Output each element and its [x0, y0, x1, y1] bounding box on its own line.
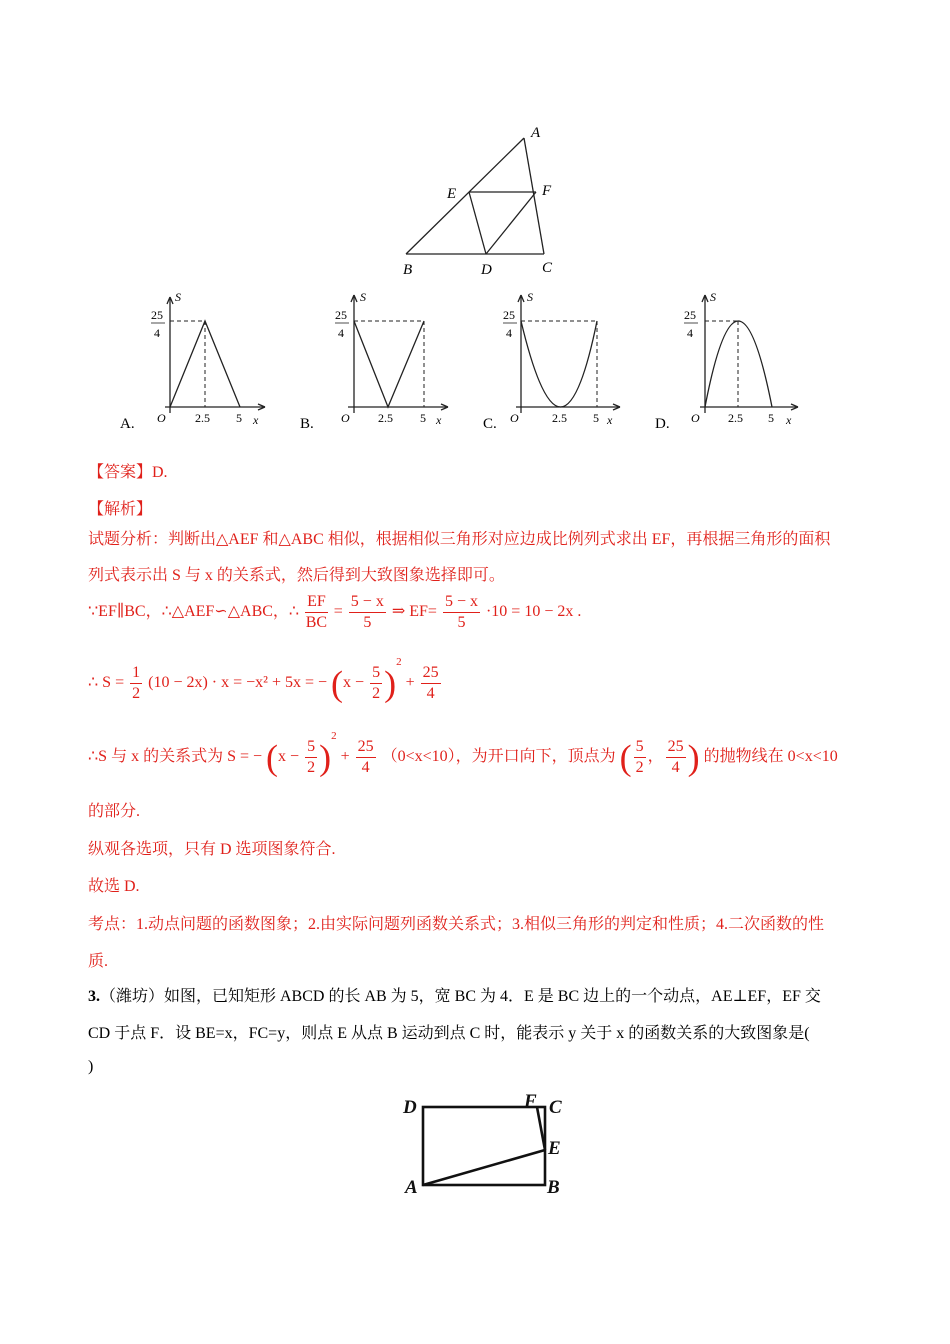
x-axis-label: x: [607, 413, 613, 427]
math-line-3: ∴S 与 x 的关系式为 S = − (x − $\frac{5}{2}$ )$^2$ + $\frac{25}{4}$ （0<x<10），为开口向下，顶点为 ( $\frac{5}{2}$ ， $\frac{25}{4}$ ) 的抛物线在 0<x<10: [88, 730, 838, 778]
analysis-conclusion: 纵观各选项，只有 D 选项图象符合.: [88, 841, 336, 858]
math-superscript: 2: [396, 656, 402, 668]
triangle-figure: [390, 120, 580, 285]
math-superscript: 2: [331, 730, 337, 742]
analysis-line-2: 列式表示出 S 与 x 的关系式，然后得到大致图象选择即可。: [88, 567, 505, 584]
x-tick-end: 5: [768, 411, 774, 425]
frac-num: 5: [634, 737, 646, 758]
frac-num: 25: [356, 737, 376, 758]
math-text: ⇒ EF=: [391, 603, 437, 621]
origin-label: O: [341, 411, 350, 425]
math-text: 的抛物线在 0<x<10: [703, 748, 838, 765]
x-axis-label: x: [786, 413, 792, 427]
frac-num: 25: [666, 737, 686, 758]
frac-num: 1: [130, 663, 142, 684]
y-tick-num: 25: [335, 308, 347, 322]
analysis-part: 的部分.: [88, 803, 141, 820]
y-tick-den: 4: [154, 326, 160, 340]
frac-num: 5 − x: [349, 592, 386, 613]
frac-num: EF: [305, 592, 328, 613]
analysis-choice: 故选 D.: [88, 878, 140, 895]
s-axis-label: S: [175, 290, 181, 304]
label-C: C: [549, 1097, 562, 1118]
s-axis-label: S: [527, 290, 533, 304]
x-tick-mid: 2.5: [728, 411, 743, 425]
math-text: ·10 = 10 − 2x .: [485, 603, 582, 621]
math-text: (10 − 2x) · x = −x² + 5x = −: [148, 674, 328, 691]
frac-num: 25: [421, 663, 441, 684]
y-tick-num: 25: [151, 308, 163, 322]
x-tick-mid: 2.5: [378, 411, 393, 425]
label-E: E: [548, 1138, 561, 1159]
origin-label: O: [510, 411, 519, 425]
label-C: C: [542, 260, 553, 276]
x-axis-label: x: [253, 413, 259, 427]
option-d-label: D.: [655, 416, 670, 432]
frac-den: 4: [361, 758, 370, 776]
question-text: （潍坊）如图，已知矩形 ABCD 的长 AB 为 5，宽 BC 为 4．E 是 BC 边上的一个动点，AE⊥EF，EF 交: [100, 988, 821, 1005]
graph-option-d: [660, 285, 810, 435]
question-number: 3.: [88, 988, 100, 1005]
math-text: x −: [278, 748, 300, 765]
origin-label: O: [691, 411, 700, 425]
label-A: A: [531, 125, 541, 141]
frac-den: 2: [132, 684, 141, 702]
question-3-line-3: ): [88, 1058, 94, 1075]
label-D: D: [403, 1097, 417, 1118]
math-text: +: [340, 748, 350, 765]
option-a-label: A.: [120, 416, 135, 432]
x-tick-mid: 2.5: [195, 411, 210, 425]
question-3-line-2: CD 于点 F．设 BE=x，FC=y，则点 E 从点 B 运动到点 C 时，能表示 y 关于 x 的函数关系的大致图象是(: [88, 1025, 810, 1042]
option-b-label: B.: [300, 416, 314, 432]
math-text: ，: [647, 748, 664, 765]
frac-num: 5: [370, 663, 382, 684]
y-tick-den: 4: [506, 326, 512, 340]
math-text: ∵EF∥BC，∴△AEF∽△ABC，∴: [88, 603, 300, 621]
kaodian-line-1: 考点：1.动点问题的函数图象；2.由实际问题列函数关系式；3.相似三角形的判定和性质；4.二次函数的性: [88, 916, 825, 933]
label-B: B: [403, 262, 413, 278]
frac-den: 5: [457, 614, 466, 631]
option-c-label: C.: [483, 416, 497, 432]
kaodian-line-2: 质.: [88, 953, 109, 970]
s-axis-label: S: [360, 290, 366, 304]
frac-den: 4: [426, 684, 435, 702]
frac-den: BC: [305, 614, 328, 631]
answer-line: 【答案】D.: [88, 464, 168, 481]
label-D: D: [481, 262, 492, 278]
frac-den: 2: [307, 758, 316, 776]
x-tick-end: 5: [593, 411, 599, 425]
frac-num: 5: [305, 737, 317, 758]
frac-num: 5 − x: [443, 592, 480, 613]
frac-den: 2: [635, 758, 644, 776]
frac-den: 2: [372, 684, 381, 702]
math-text: +: [405, 674, 415, 691]
math-line-2: ∴ S = $\frac{1}{2}$ (10 − 2x) · x = −x² + 5x = − (x − $\frac{5}{2}$ )$^2$ + $\frac{25}{4}$: [88, 656, 439, 704]
x-axis-label: x: [436, 413, 442, 427]
math-text: =: [333, 603, 343, 621]
label-B: B: [547, 1177, 560, 1198]
y-tick-num: 25: [684, 308, 696, 322]
label-A: A: [405, 1177, 418, 1198]
x-tick-end: 5: [236, 411, 242, 425]
graph-option-b: [298, 285, 458, 435]
graph-option-a: [115, 285, 275, 435]
x-tick-mid: 2.5: [552, 411, 567, 425]
y-tick-den: 4: [338, 326, 344, 340]
question-3-line-1: [88, 983, 821, 1006]
math-text: ∴S 与 x 的关系式为 S = −: [88, 748, 263, 765]
analysis-line-1: 试题分析：判断出△AEF 和△ABC 相似，根据相似三角形对应边成比例列式求出 EF，再根据三角形的面积: [88, 531, 831, 548]
y-tick-num: 25: [503, 308, 515, 322]
label-E: E: [447, 186, 457, 202]
math-text: （0<x<10），为开口向下，顶点为: [381, 748, 616, 765]
frac-den: 4: [671, 758, 680, 776]
x-tick-end: 5: [420, 411, 426, 425]
y-tick-den: 4: [687, 326, 693, 340]
frac-den: 5: [363, 614, 372, 631]
label-F: F: [524, 1091, 537, 1112]
math-text: ∴ S =: [88, 674, 125, 691]
rectangle-figure: [400, 1090, 580, 1202]
analysis-label: 【解析】: [88, 501, 153, 518]
graph-option-c: [480, 285, 640, 435]
origin-label: O: [157, 411, 166, 425]
s-axis-label: S: [710, 290, 716, 304]
label-F: F: [542, 183, 552, 199]
math-text: x −: [343, 674, 365, 691]
math-line-1: [88, 592, 581, 633]
